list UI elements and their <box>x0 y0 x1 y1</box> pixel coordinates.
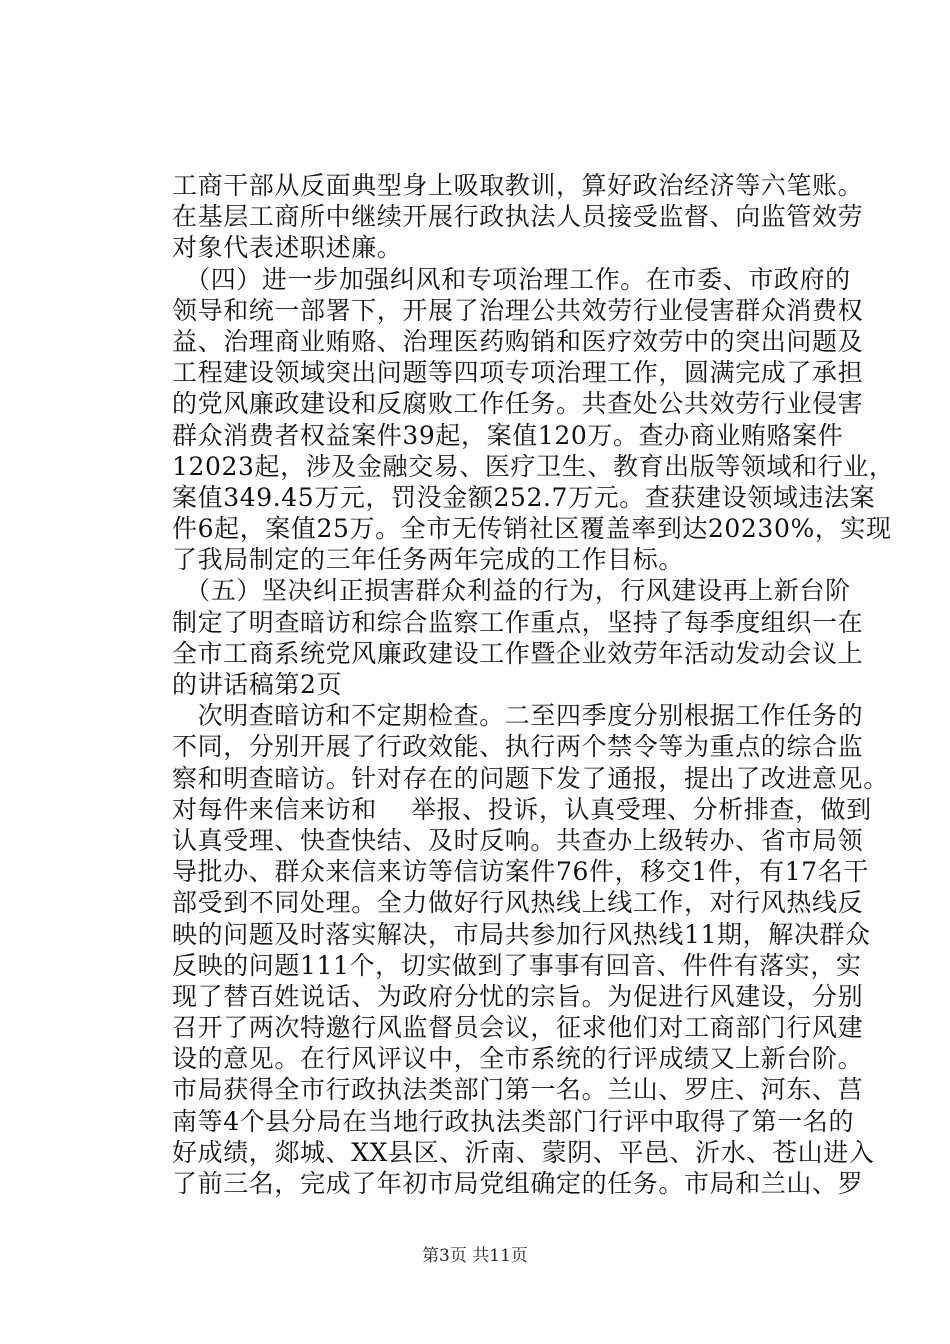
text-line: 部受到不同处理。全力做好行风热线上线工作，对行风热线反 <box>172 888 864 918</box>
text-line: 召开了两次特邀行风监督员会议，征求他们对工商部门行风建 <box>172 1013 864 1043</box>
text-line: 案值349.45万元，罚没金额252.7万元。查获建设领域违法案 <box>172 482 876 512</box>
document-body <box>172 170 895 1199</box>
text-line: 现了替百姓说话、为政府分忧的宗旨。为促进行风建设，分别 <box>172 981 864 1011</box>
text-line: 群众消费者权益案件39起，案值120万。查办商业贿赂案件 <box>172 420 844 450</box>
text-line: 了我局制定的三年任务两年完成的工作目标。 <box>172 545 685 575</box>
text-line: 南等4个县分局在当地行政执法类部门行评中取得了第一名的 <box>172 1106 855 1136</box>
text-line: 全市工商系统党风廉政建设工作暨企业效劳年活动发动会议上 <box>172 638 864 668</box>
text-line: （四）进一步加强纠风和专项治理工作。在市委、市政府的 <box>172 264 851 294</box>
text-line: 设的意见。在行风评议中，全市系统的行评成绩又上新台阶。 <box>172 1044 864 1074</box>
text-line: 对每件来信来访和 举报、投诉，认真受理、分析排查，做到 <box>172 794 872 824</box>
text-line: 察和明查暗访。针对存在的问题下发了通报，提出了改进意见。 <box>172 763 889 793</box>
text-line: 制定了明查暗访和综合监察工作重点，坚持了每季度组织一在 <box>172 607 864 637</box>
page-footer: 第3页 共11页 <box>422 1246 528 1266</box>
text-line: 好成绩，郯城、XX县区、沂南、蒙阴、平邑、沂水、苍山进入 <box>172 1137 875 1167</box>
text-line: 认真受理、快查快结、及时反响。共查办上级转办、省市局领 <box>172 825 864 855</box>
text-line: 领导和统一部署下，开展了治理公共效劳行业侵害群众消费权 <box>172 295 864 325</box>
text-line: 12023起，涉及金融交易、医疗卫生、教育出版等领域和行业， <box>172 451 895 481</box>
text-line: 反映的问题111个，切实做到了事事有回音、件件有落实，实 <box>172 950 862 980</box>
text-line: 件6起，案值25万。全市无传销社区覆盖率到达20230%，实现 <box>172 514 892 544</box>
text-line: 导批办、群众来信来访等信访案件76件，移交1件，有17名干 <box>172 857 869 887</box>
text-line: 益、治理商业贿赂、治理医药购销和医疗效劳中的突出问题及 <box>172 326 864 356</box>
text-line: 了前三名，完成了年初市局党组确定的任务。市局和兰山、罗 <box>172 1169 864 1198</box>
text-line: 工程建设领域突出问题等四项专项治理工作，圆满完成了承担 <box>172 358 864 388</box>
text-line: 对象代表述职述廉。 <box>172 233 403 263</box>
text-line: 次明查暗访和不定期检查。二至四季度分别根据工作任务的 <box>172 701 864 731</box>
text-line: 的讲话稿第2页 <box>172 670 343 699</box>
text-line: 不同，分别开展了行政效能、执行两个禁令等为重点的综合监 <box>172 732 864 762</box>
text-line: 的党风廉政建设和反腐败工作任务。共查处公共效劳行业侵害 <box>172 389 864 419</box>
text-line: 市局获得全市行政执法类部门第一名。兰山、罗庄、河东、莒 <box>172 1075 864 1105</box>
text-line: 在基层工商所中继续开展行政执法人员接受监督、向监管效劳 <box>172 202 864 232</box>
text-line: （五）坚决纠正损害群众利益的行为，行风建设再上新台阶 <box>172 576 851 606</box>
text-line: 工商干部从反面典型身上吸取教训，算好政治经济等六笔账。 <box>172 171 864 200</box>
text-line: 映的问题及时落实解决，市局共参加行风热线11期，解决群众 <box>172 919 871 949</box>
